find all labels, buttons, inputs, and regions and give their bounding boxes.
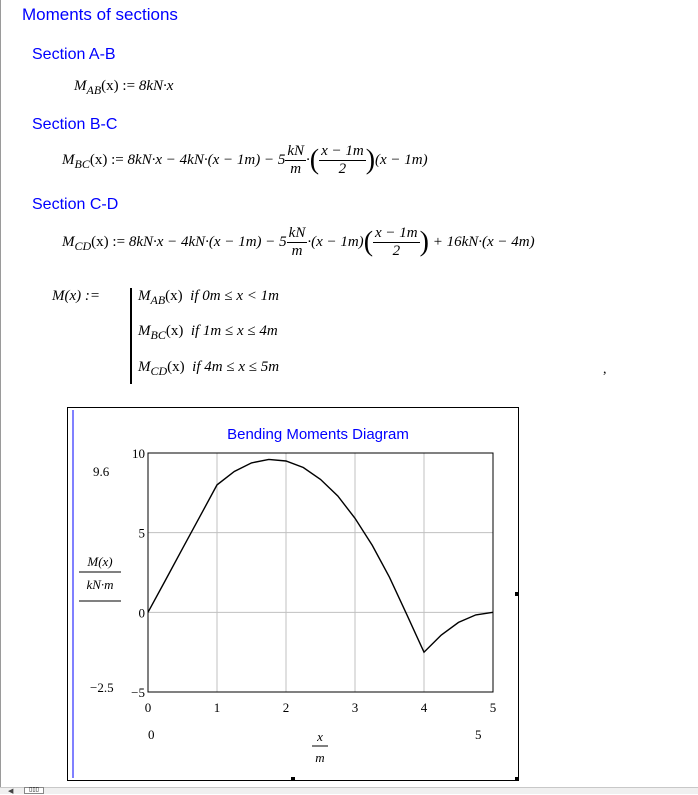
x-range-min-marker: 0 — [148, 727, 155, 742]
section-bc-heading: Section B-C — [32, 116, 118, 133]
mbc-lead: 8kN·x − 4kN·(x − 1m) − 5 — [127, 151, 286, 168]
piece3-name: M — [138, 359, 151, 375]
series-line-bending-moment — [148, 459, 493, 652]
y-tick-label: 10 — [132, 446, 145, 461]
mbc-dot: · — [306, 151, 310, 168]
scroll-thumb[interactable]: ▯▯▯ — [24, 787, 44, 794]
piece3-subscript: CD — [150, 364, 168, 378]
stray-comma: , — [603, 362, 607, 377]
mcd-arg: (x) — [91, 233, 109, 250]
y-tick-label: 5 — [138, 525, 145, 541]
y-range-max-marker: 9.6 — [93, 464, 110, 479]
mbc-inner-den: 2 — [338, 161, 347, 177]
mcd-tail: + 16kN·(x − 4m) — [432, 233, 535, 250]
page-title: Moments of sections — [22, 5, 178, 24]
mcd-unit-num: kN — [288, 225, 306, 241]
piece1-cond: if 0m ≤ x < 1m — [190, 288, 279, 304]
mbc-name: M — [62, 151, 75, 168]
piece1-subscript: AB — [150, 293, 166, 307]
piece2-subscript: BC — [150, 328, 166, 342]
section-cd-heading: Section C-D — [32, 196, 119, 213]
y-tick-label: 0 — [138, 605, 145, 621]
mbc-assign: := — [111, 151, 124, 168]
mcd-open-paren: ( — [363, 226, 374, 258]
piecewise-lhs: M(x) := — [52, 288, 101, 304]
mcd-unit-den: m — [291, 243, 303, 259]
scroll-left-arrow-icon[interactable]: ◀ — [8, 787, 14, 795]
x-tick-label: 3 — [351, 700, 359, 715]
piece3-arg: (x) — [167, 359, 185, 375]
mbc-inner-num: x − 1m — [321, 143, 364, 159]
y-tick-label: −5 — [131, 685, 145, 700]
mbc-unit-den: m — [290, 161, 302, 177]
mab-arg: (x) — [101, 78, 119, 94]
mbc-close-paren: ) — [365, 144, 376, 176]
piece1-name: M — [138, 288, 151, 304]
section-ab-heading: Section A-B — [32, 46, 116, 63]
mab-assign: := — [122, 78, 136, 94]
x-tick-label: 4 — [420, 700, 428, 715]
mcd-assign: := — [112, 233, 126, 250]
x-tick-label: 0 — [144, 700, 152, 715]
piece2-arg: (x) — [165, 323, 184, 339]
x-range-max-marker: 5 — [475, 727, 482, 742]
mbc-subscript: BC — [74, 156, 90, 171]
mbc-open-paren: ( — [309, 144, 320, 176]
mab-name: M — [74, 78, 87, 94]
mab-rhs: 8kN·x — [138, 78, 174, 94]
chart-title: Bending Moments Diagram — [227, 426, 409, 443]
y-label-denominator: kN·m — [86, 577, 114, 592]
y-range-min-marker: −2.5 — [90, 680, 114, 695]
mbc-unit-num: kN — [287, 143, 304, 159]
x-label-numerator: x — [317, 729, 323, 744]
x-label-denominator: m — [315, 750, 325, 765]
mcd-name: M — [62, 233, 75, 250]
x-tick-label: 2 — [282, 700, 290, 715]
piece2-name: M — [138, 323, 151, 339]
x-tick-label: 1 — [213, 700, 221, 715]
mcd-close-paren: ) — [419, 226, 429, 258]
horizontal-scrollbar[interactable] — [0, 787, 698, 794]
y-label-numerator: M(x) — [87, 554, 113, 569]
mcd-inner-den: 2 — [392, 243, 401, 259]
mab-subscript: AB — [86, 83, 102, 97]
piece2-cond: if 1m ≤ x ≤ 4m — [190, 323, 278, 339]
mcd-lead: 8kN·x − 4kN·(x − 1m) − 5 — [128, 233, 287, 250]
chart-plot-area — [148, 453, 493, 692]
piece1-arg: (x) — [165, 288, 183, 304]
mcd-subscript: CD — [74, 238, 92, 253]
mcd-mid: ·(x − 1m) — [307, 233, 364, 250]
mcd-inner-num: x − 1m — [375, 225, 418, 241]
chart-tick-labels — [131, 446, 496, 715]
x-tick-label: 5 — [489, 700, 497, 715]
piece3-cond: if 4m ≤ x ≤ 5m — [192, 359, 280, 375]
mbc-arg: (x) — [89, 151, 108, 168]
mbc-tail: (x − 1m) — [375, 151, 428, 168]
chart-grid — [148, 453, 493, 692]
